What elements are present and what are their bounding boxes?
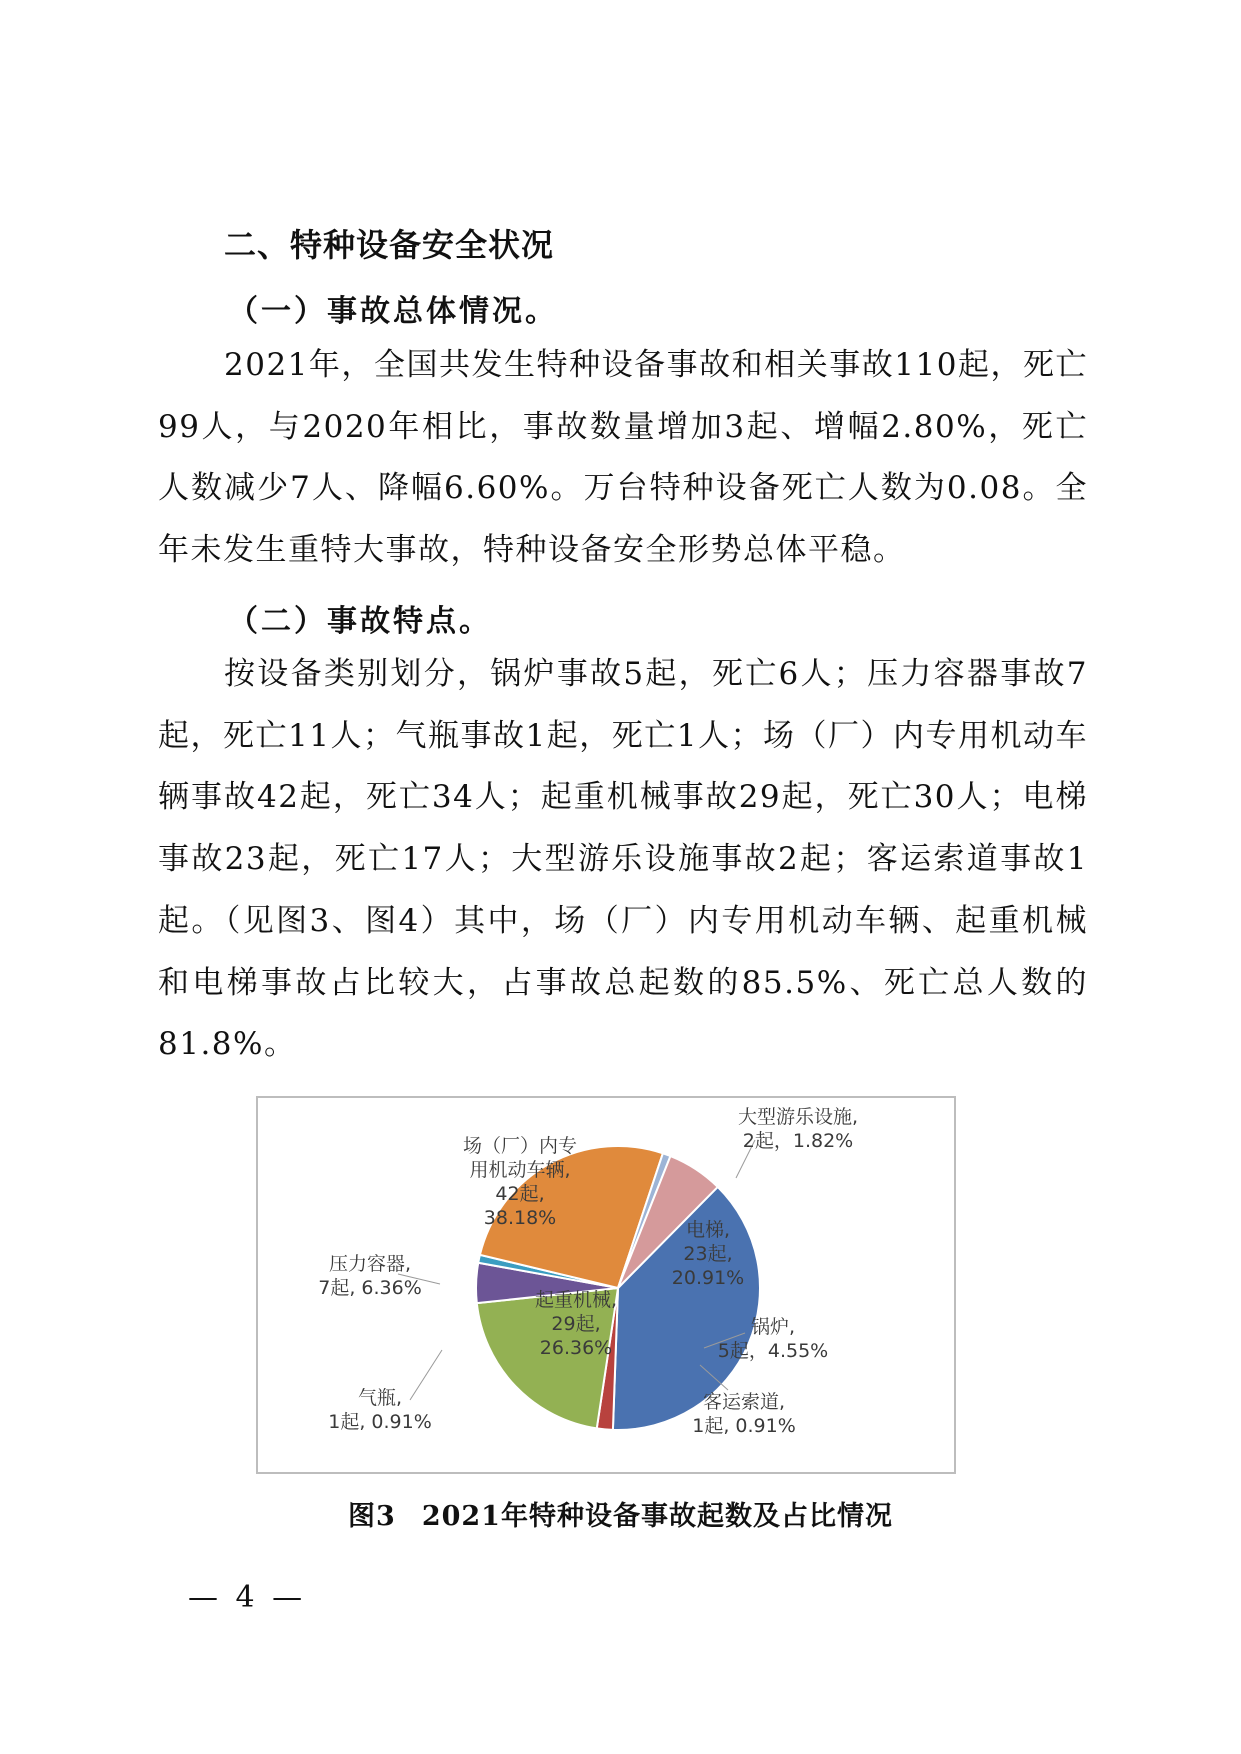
slice-label: 电梯, 23起, 20.91%: [671, 1219, 745, 1289]
subsection-heading-overview: （一）事故总体情况。: [228, 294, 558, 329]
slice-label: 气瓶, 1起, 0.91%: [328, 1387, 432, 1433]
pie-chart-figure: [256, 1096, 956, 1474]
slice-label: 锅炉, 5起，4.55%: [717, 1316, 829, 1362]
subsection-heading-features: （二）事故特点。: [228, 604, 492, 639]
slice-label: 场（厂）内专用机动车辆, 42起, 38.18%: [462, 1135, 578, 1229]
page-number: — 4 —: [188, 1580, 307, 1615]
section-heading: 二、特种设备安全状况: [224, 226, 555, 264]
paragraph-overview: 2021年，全国共发生特种设备事故和相关事故110起，死亡99人，与2020年相比，事故数量增加3起、增幅2.80%，死亡人数减少7人、降幅6.60%。万台特种设备死亡人数为0.08。全年未发生重特大事故，特种设备安全形势总体平稳。: [158, 347, 1088, 569]
figure-caption: [0, 1494, 1241, 1533]
slice-label: 压力容器, 7起, 6.36%: [318, 1253, 422, 1299]
paragraph-features: 按设备类别划分，锅炉事故5起，死亡6人；压力容器事故7起，死亡11人；气瓶事故1起，死亡1人；场（厂）内专用机动车辆事故42起，死亡34人；起重机械事故29起，死亡30人；电梯事故23起，死亡17人；大型游乐设施事故2起；客运索道事故1起。（见图3、图4）其中，场（厂）内专用机动车辆、起重机械和电梯事故占比较大，占事故总起数的85.5%、死亡总人数的81.8%。: [158, 656, 1088, 1063]
slice-label: 起重机械, 29起, 26.36%: [534, 1289, 618, 1359]
leader-line: [410, 1350, 442, 1400]
figure-caption-label: 图3: [348, 1501, 396, 1532]
pie-chart: [258, 1098, 954, 1472]
figure-caption-text: 2021年特种设备事故起数及占比情况: [421, 1501, 893, 1532]
slice-label: 大型游乐设施, 2起，1.82%: [737, 1106, 859, 1152]
slice-label: 客运索道, 1起, 0.91%: [692, 1391, 796, 1437]
